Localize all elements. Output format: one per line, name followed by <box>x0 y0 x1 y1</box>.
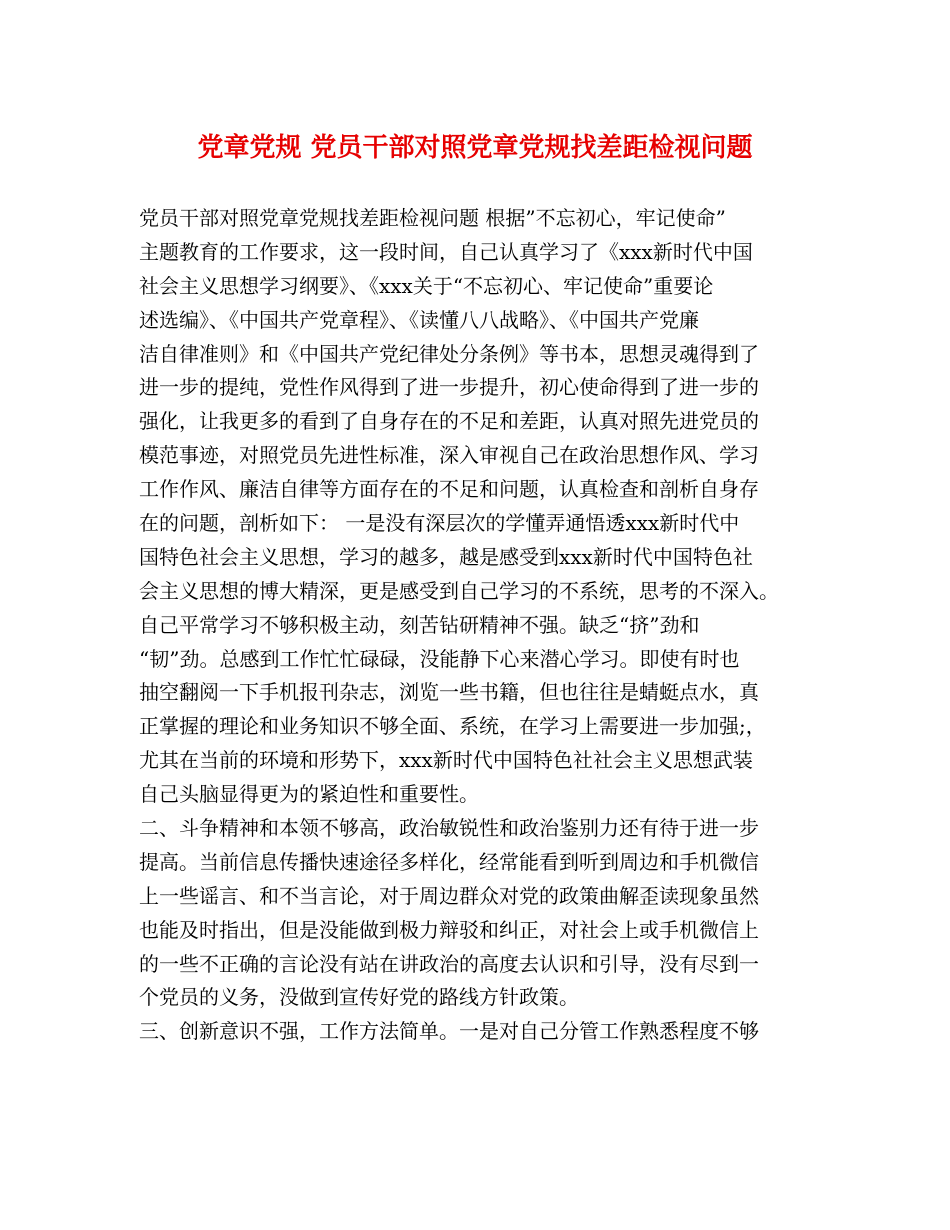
body-line: 党员干部对照党章党规找差距检视问题 根据”不忘初心，牢记使命” <box>139 206 726 230</box>
body-line: 尤其在当前的环境和形势下，xxx新时代中国特色社社会主义思想武装 <box>139 748 753 773</box>
body-line: 主题教育的工作要求，这一段时间，自己认真学习了《xxx新时代中国 <box>139 239 753 264</box>
body-line: 抽空翻阅一下手机报刊杂志，浏览一些书籍，但也往往是蜻蜓点水，真 <box>139 680 759 705</box>
body-line: 会主义思想的博大精深，更是感受到自己学习的不系统，思考的不深入。 <box>139 578 779 603</box>
body-line: 个党员的义务，没做到宣传好党的路线方针政策。 <box>139 985 579 1010</box>
body-line: 上一些谣言、和不当言论，对于周边群众对党的政策曲解歪读现象虽然 <box>139 883 759 908</box>
document-title: 党章党规 党员干部对照党章党规找差距检视问题 <box>197 133 753 163</box>
body-line: “韧”劲。总感到工作忙忙碌碌，没能静下心来潜心学习。即使有时也 <box>139 646 740 671</box>
body-line: 工作作风、廉洁自律等方面存在的不足和问题，认真检查和剖析自身存 <box>139 477 759 502</box>
body-line: 三、创新意识不强，工作方法简单。一是对自己分管工作熟悉程度不够 <box>139 1019 759 1044</box>
body-line: 模范事迹，对照党员先进性标准，深入审视自己在政治思想作风、学习 <box>139 443 759 468</box>
body-line: 述选编》、《中国共产党章程》、《读懂八八战略》、《中国共产党廉 <box>139 307 699 332</box>
body-line: 自己平常学习不够积极主动，刻苦钻研精神不强。缺乏“挤”劲和 <box>139 612 700 637</box>
body-line: 也能及时指出，但是没能做到极力辩驳和纠正，对社会上或手机微信上 <box>139 917 759 942</box>
document-body <box>139 202 829 1049</box>
body-line: 二、斗争精神和本领不够高，政治敏锐性和政治鉴别力还有待于进一步 <box>139 816 759 841</box>
body-line: 国特色社会主义思想，学习的越多，越是感受到xxx新时代中国特色社 <box>139 544 753 569</box>
body-line: 洁自律准则》和《中国共产党纪律处分条例》等书本，思想灵魂得到了 <box>139 341 759 366</box>
body-line: 的一些不正确的言论没有站在讲政治的高度去认识和引导，没有尽到一 <box>139 951 759 976</box>
body-line: 强化，让我更多的看到了自身存在的不足和差距，认真对照先进党员的 <box>139 409 759 434</box>
body-line: 正掌握的理论和业务知识不够全面、系统，在学习上需要进一步加强;， <box>139 714 766 739</box>
body-line: 进一步的提纯，党性作风得到了进一步提升，初心使命得到了进一步的 <box>139 375 759 400</box>
body-line: 提高。当前信息传播快速途径多样化，经常能看到听到周边和手机微信 <box>139 849 759 874</box>
body-line: 在的问题，剖析如下： 一是没有深层次的学懂弄通悟透xxx新时代中 <box>139 511 740 536</box>
body-line: 自己头脑显得更为的紧迫性和重要性。 <box>139 782 479 807</box>
body-line: 社会主义思想学习纲要》、《xxx关于“不忘初心、牢记使命”重要论 <box>139 273 714 298</box>
